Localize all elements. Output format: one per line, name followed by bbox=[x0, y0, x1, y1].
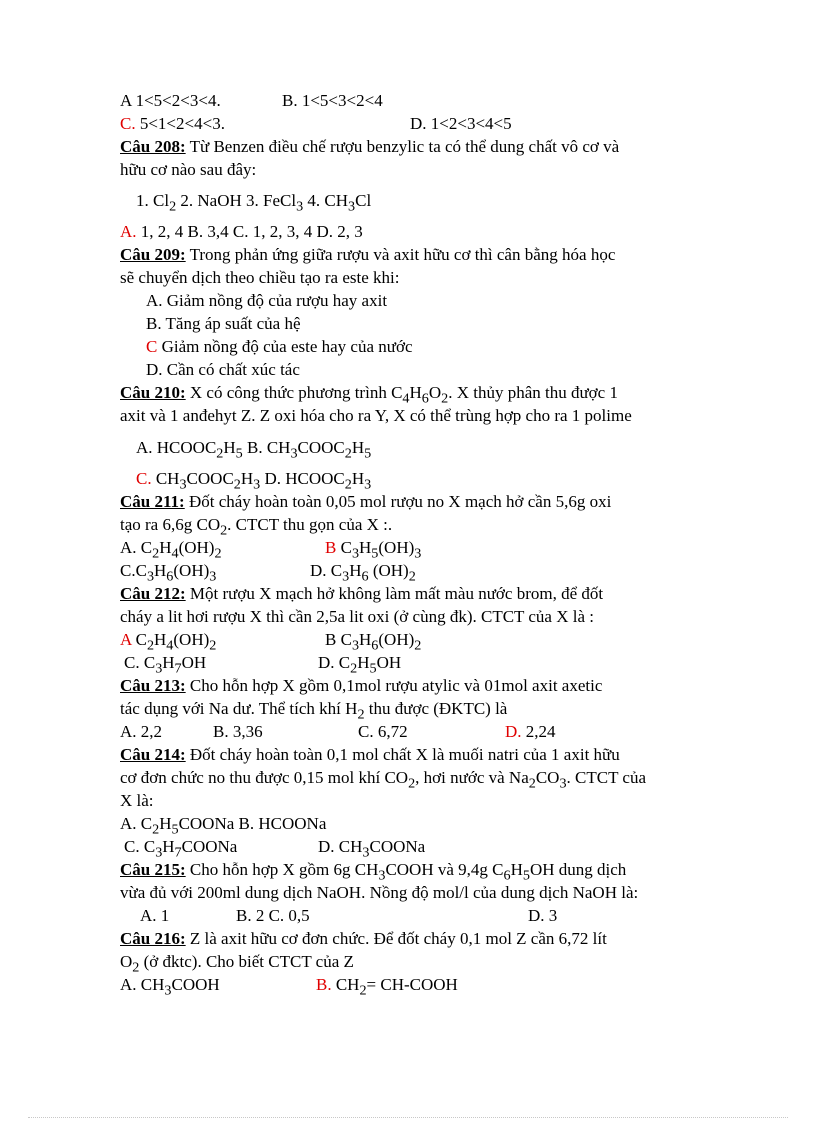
subscript: 3 bbox=[155, 844, 163, 861]
text-span: A. HCOOC bbox=[136, 438, 217, 457]
subscript: 2 bbox=[169, 198, 177, 215]
text-span: . CTCT của bbox=[566, 768, 647, 787]
text-span: C. C bbox=[124, 837, 156, 856]
subscript: 3 bbox=[155, 660, 163, 677]
answer-key: C. bbox=[136, 469, 152, 488]
subscript: 3 bbox=[179, 476, 187, 493]
text-span: A. C bbox=[120, 814, 153, 833]
text-span: H bbox=[159, 814, 172, 833]
text-line bbox=[136, 437, 371, 464]
text-span: COOC bbox=[297, 438, 345, 457]
text-span: (OH) bbox=[368, 561, 409, 580]
subscript: 2 bbox=[132, 959, 140, 976]
text-span: 1, 2, 4 B. 3,4 C. 1, 2, 3, 4 D. 2, 3 bbox=[136, 222, 363, 241]
text-line bbox=[120, 267, 399, 289]
subscript: 2 bbox=[441, 390, 449, 407]
subscript: 2 bbox=[209, 637, 217, 654]
subscript: 3 bbox=[414, 545, 422, 562]
text-line bbox=[120, 136, 619, 158]
text-span: (OH) bbox=[173, 630, 210, 649]
answer-key: D. bbox=[505, 722, 522, 741]
text-span: (OH) bbox=[378, 630, 415, 649]
text-line bbox=[120, 790, 154, 812]
text-span: H bbox=[223, 438, 236, 457]
subscript: 3 bbox=[364, 476, 372, 493]
text-span: Cl bbox=[355, 191, 372, 210]
question-label: Câu 208: bbox=[120, 137, 186, 156]
question-label: Câu 215: bbox=[120, 860, 186, 879]
text-span: A. 1 bbox=[140, 906, 170, 925]
text-span: X là: bbox=[120, 791, 154, 810]
page-footer-divider bbox=[28, 1117, 788, 1118]
text-span: H bbox=[359, 538, 372, 557]
text-span: D. HCOOC bbox=[260, 469, 345, 488]
subscript: 6 bbox=[421, 390, 429, 407]
text-span: H bbox=[510, 860, 523, 879]
text-span: CH bbox=[151, 469, 180, 488]
subscript: 5 bbox=[171, 821, 179, 838]
subscript: 2 bbox=[152, 821, 160, 838]
text-span: A 1<5<2<3<4. bbox=[120, 91, 221, 110]
text-span: Z là axit hữu cơ đơn chức. Để đốt cháy 0,1 mol Z cần 6,72 lít bbox=[185, 929, 607, 948]
text-line bbox=[146, 336, 413, 358]
subscript: 6 bbox=[166, 568, 174, 585]
text-span: C bbox=[131, 630, 147, 649]
subscript: 3 bbox=[146, 568, 155, 585]
text-line bbox=[316, 974, 458, 1001]
subscript: 4 bbox=[166, 637, 174, 654]
text-line bbox=[120, 491, 611, 513]
subscript: 6 bbox=[503, 867, 511, 884]
subscript: 3 bbox=[164, 982, 172, 999]
text-span: X có công thức phương trình C bbox=[185, 383, 403, 402]
subscript: 5 bbox=[364, 445, 372, 462]
text-span: Từ Benzen điều chế rượu benzylic ta có thể dung chất vô cơ và bbox=[185, 137, 620, 156]
text-line bbox=[120, 113, 225, 135]
text-span: COOC bbox=[186, 469, 234, 488]
text-span: B. 2 C. 0,5 bbox=[236, 906, 310, 925]
text-span: Cho hỗn hợp X gồm 0,1mol rượu atylic và 01mol axit axetic bbox=[185, 676, 603, 695]
text-span: D. C bbox=[318, 653, 351, 672]
text-line bbox=[120, 721, 162, 743]
text-span: C. C bbox=[124, 653, 156, 672]
subscript: 2 bbox=[408, 568, 416, 585]
subscript: 3 bbox=[348, 198, 356, 215]
text-span: H bbox=[162, 653, 175, 672]
text-span: OH bbox=[376, 653, 402, 672]
text-span: hữu cơ nào sau đây: bbox=[120, 160, 257, 179]
text-span: Đốt cháy hoàn toàn 0,05 mol rượu no X mạch hở cần 5,6g oxi bbox=[184, 492, 612, 511]
text-line bbox=[120, 974, 220, 1001]
text-span: thu được (ĐKTC) là bbox=[364, 699, 508, 718]
question-label: Câu 214: bbox=[120, 745, 186, 764]
subscript: 3 bbox=[253, 476, 261, 493]
text-span: COONa bbox=[369, 837, 426, 856]
text-span: A. CH bbox=[120, 975, 165, 994]
text-span: H bbox=[409, 383, 422, 402]
text-span: OH bbox=[181, 653, 207, 672]
text-span: (OH) bbox=[173, 561, 210, 580]
text-span: H bbox=[159, 538, 172, 557]
question-label: Câu 216: bbox=[120, 929, 186, 948]
text-span: 5<1<2<4<3. bbox=[135, 114, 225, 133]
text-span: H bbox=[349, 561, 362, 580]
text-span: B. Tăng áp suất của hệ bbox=[146, 314, 301, 333]
subscript: 2 bbox=[350, 660, 358, 677]
text-span: CH bbox=[331, 975, 360, 994]
text-line bbox=[120, 244, 615, 266]
answer-key: A. bbox=[120, 222, 137, 241]
text-span: = CH-COOH bbox=[366, 975, 458, 994]
answer-key: B. bbox=[316, 975, 332, 994]
subscript: 2 bbox=[152, 545, 160, 562]
text-line bbox=[120, 882, 638, 904]
text-span: B. CH bbox=[242, 438, 291, 457]
text-line bbox=[146, 290, 387, 312]
subscript: 6 bbox=[361, 568, 369, 585]
subscript: 5 bbox=[371, 545, 379, 562]
subscript: 2 bbox=[214, 545, 222, 562]
text-line bbox=[282, 90, 383, 112]
subscript: 3 bbox=[351, 545, 360, 562]
text-span: COOH bbox=[171, 975, 220, 994]
subscript: 3 bbox=[290, 445, 298, 462]
subscript: 2 bbox=[359, 982, 367, 999]
text-span: 1. Cl bbox=[136, 191, 170, 210]
text-span: Một rượu X mạch hở không làm mất màu nước brom, để đốt bbox=[185, 584, 604, 603]
text-line bbox=[120, 221, 363, 243]
text-span: Cho hỗn hợp X gồm 6g CH bbox=[185, 860, 379, 879]
text-line bbox=[120, 159, 256, 181]
text-line bbox=[140, 905, 169, 927]
text-span: H bbox=[357, 653, 370, 672]
text-span: cháy a lit hơi rượu X thì cần 2,5a lit oxi (ở cùng đk). CTCT của X là : bbox=[120, 607, 594, 626]
subscript: 2 bbox=[146, 637, 155, 654]
text-span: (OH) bbox=[378, 538, 415, 557]
text-span: B C bbox=[325, 630, 352, 649]
text-line bbox=[213, 721, 263, 743]
text-line bbox=[120, 405, 632, 427]
text-line bbox=[120, 928, 607, 950]
text-line bbox=[136, 190, 371, 217]
answer-key: C bbox=[146, 337, 158, 356]
text-span: A. Giảm nồng độ của rượu hay axit bbox=[146, 291, 388, 310]
text-span: D. C bbox=[310, 561, 343, 580]
question-label: Câu 210: bbox=[120, 383, 186, 402]
subscript: 5 bbox=[522, 867, 530, 884]
subscript: 2 bbox=[216, 445, 224, 462]
text-span: C bbox=[336, 538, 352, 557]
text-line bbox=[146, 359, 300, 381]
subscript: 7 bbox=[174, 844, 182, 861]
subscript: 5 bbox=[235, 445, 243, 462]
text-span: A. C bbox=[120, 538, 153, 557]
text-span: O bbox=[428, 383, 442, 402]
subscript: 2 bbox=[414, 637, 422, 654]
text-span: C.C bbox=[120, 561, 147, 580]
text-line bbox=[146, 313, 301, 335]
text-span: tác dụng với Na dư. Thể tích khí H bbox=[120, 699, 358, 718]
text-span: axit và 1 anđehyt Z. Z oxi hóa cho ra Y, X có thể trùng hợp cho ra 1 polime bbox=[120, 406, 632, 425]
text-line bbox=[120, 698, 507, 725]
subscript: 3 bbox=[351, 637, 360, 654]
text-span: CO bbox=[535, 768, 560, 787]
answer-key: A bbox=[120, 630, 132, 649]
text-span: A. 2,2 bbox=[120, 722, 163, 741]
text-span: 2. NaOH 3. FeCl bbox=[176, 191, 297, 210]
text-line bbox=[120, 90, 221, 112]
text-line bbox=[358, 721, 408, 743]
subscript: 3 bbox=[378, 867, 386, 884]
answer-key: C. bbox=[120, 114, 136, 133]
text-span: Trong phản ứng giữa rượu và axit hữu cơ thì cân bằng hóa học bbox=[185, 245, 616, 264]
subscript: 3 bbox=[209, 568, 217, 585]
subscript: 5 bbox=[369, 660, 377, 677]
text-span: OH dung dịch bbox=[529, 860, 627, 879]
text-span: H bbox=[240, 469, 254, 488]
question-label: Câu 209: bbox=[120, 245, 186, 264]
text-span: D. CH bbox=[318, 837, 363, 856]
subscript: 2 bbox=[344, 476, 352, 493]
subscript: 6 bbox=[371, 637, 379, 654]
text-span: 2,24 bbox=[521, 722, 556, 741]
question-label: Câu 211: bbox=[120, 492, 185, 511]
text-span: D. 3 bbox=[528, 906, 558, 925]
subscript: 3 bbox=[296, 198, 304, 215]
text-span: (ở đktc). Cho biết CTCT của Z bbox=[139, 952, 354, 971]
text-span: . X thủy phân thu được 1 bbox=[448, 383, 618, 402]
text-span: H bbox=[351, 469, 365, 488]
text-span: sẽ chuyển dịch theo chiều tạo ra este khi: bbox=[120, 268, 400, 287]
text-line bbox=[120, 767, 646, 794]
text-span: cơ đơn chức no thu được 0,15 mol khí CO bbox=[120, 768, 409, 787]
text-line bbox=[120, 583, 603, 605]
text-span: D. Cần có chất xúc tác bbox=[146, 360, 300, 379]
text-span: COOH và 9,4g C bbox=[385, 860, 504, 879]
text-line bbox=[410, 113, 512, 135]
text-span: H bbox=[154, 630, 167, 649]
text-span: C. 6,72 bbox=[358, 722, 408, 741]
text-span: 4. CH bbox=[303, 191, 349, 210]
subscript: 2 bbox=[344, 445, 352, 462]
text-span: (OH) bbox=[178, 538, 215, 557]
subscript: 7 bbox=[174, 660, 182, 677]
question-label: Câu 212: bbox=[120, 584, 186, 603]
subscript: 2 bbox=[220, 522, 228, 539]
text-span: tạo ra 6,6g CO bbox=[120, 515, 221, 534]
subscript: 2 bbox=[357, 706, 365, 723]
text-span: , hơi nước và Na bbox=[415, 768, 529, 787]
subscript: 4 bbox=[171, 545, 179, 562]
text-line bbox=[120, 606, 594, 628]
text-line bbox=[236, 905, 310, 927]
text-span: H bbox=[154, 561, 167, 580]
text-span: Đốt cháy hoàn toàn 0,1 mol chất X là muối natri của 1 axit hữu bbox=[185, 745, 620, 764]
text-span: B. 1<5<3<2<4 bbox=[282, 91, 383, 110]
question-label: Câu 213: bbox=[120, 676, 186, 695]
subscript: 4 bbox=[402, 390, 410, 407]
text-span: Giảm nồng độ của este hay của nước bbox=[157, 337, 413, 356]
text-span: . CTCT thu gọn của X :. bbox=[227, 515, 393, 534]
text-span: H bbox=[351, 438, 365, 457]
text-span: H bbox=[359, 630, 372, 649]
subscript: 2 bbox=[528, 775, 536, 792]
text-line bbox=[120, 744, 620, 766]
text-line bbox=[528, 905, 557, 927]
text-span: B. 3,36 bbox=[213, 722, 263, 741]
text-span: O bbox=[120, 952, 133, 971]
text-line bbox=[120, 675, 602, 697]
text-span: COONa bbox=[181, 837, 238, 856]
answer-key: B bbox=[325, 538, 337, 557]
subscript: 2 bbox=[233, 476, 241, 493]
subscript: 3 bbox=[559, 775, 567, 792]
text-line bbox=[505, 721, 556, 743]
text-span: COONa B. HCOONa bbox=[178, 814, 327, 833]
text-span: D. 1<2<3<4<5 bbox=[410, 114, 512, 133]
subscript: 2 bbox=[408, 775, 416, 792]
subscript: 3 bbox=[362, 844, 370, 861]
text-span: vừa đủ với 200ml dung dịch NaOH. Nồng độ mol/l của dung dịch NaOH là: bbox=[120, 883, 639, 902]
text-span: H bbox=[162, 837, 175, 856]
subscript: 3 bbox=[342, 568, 350, 585]
